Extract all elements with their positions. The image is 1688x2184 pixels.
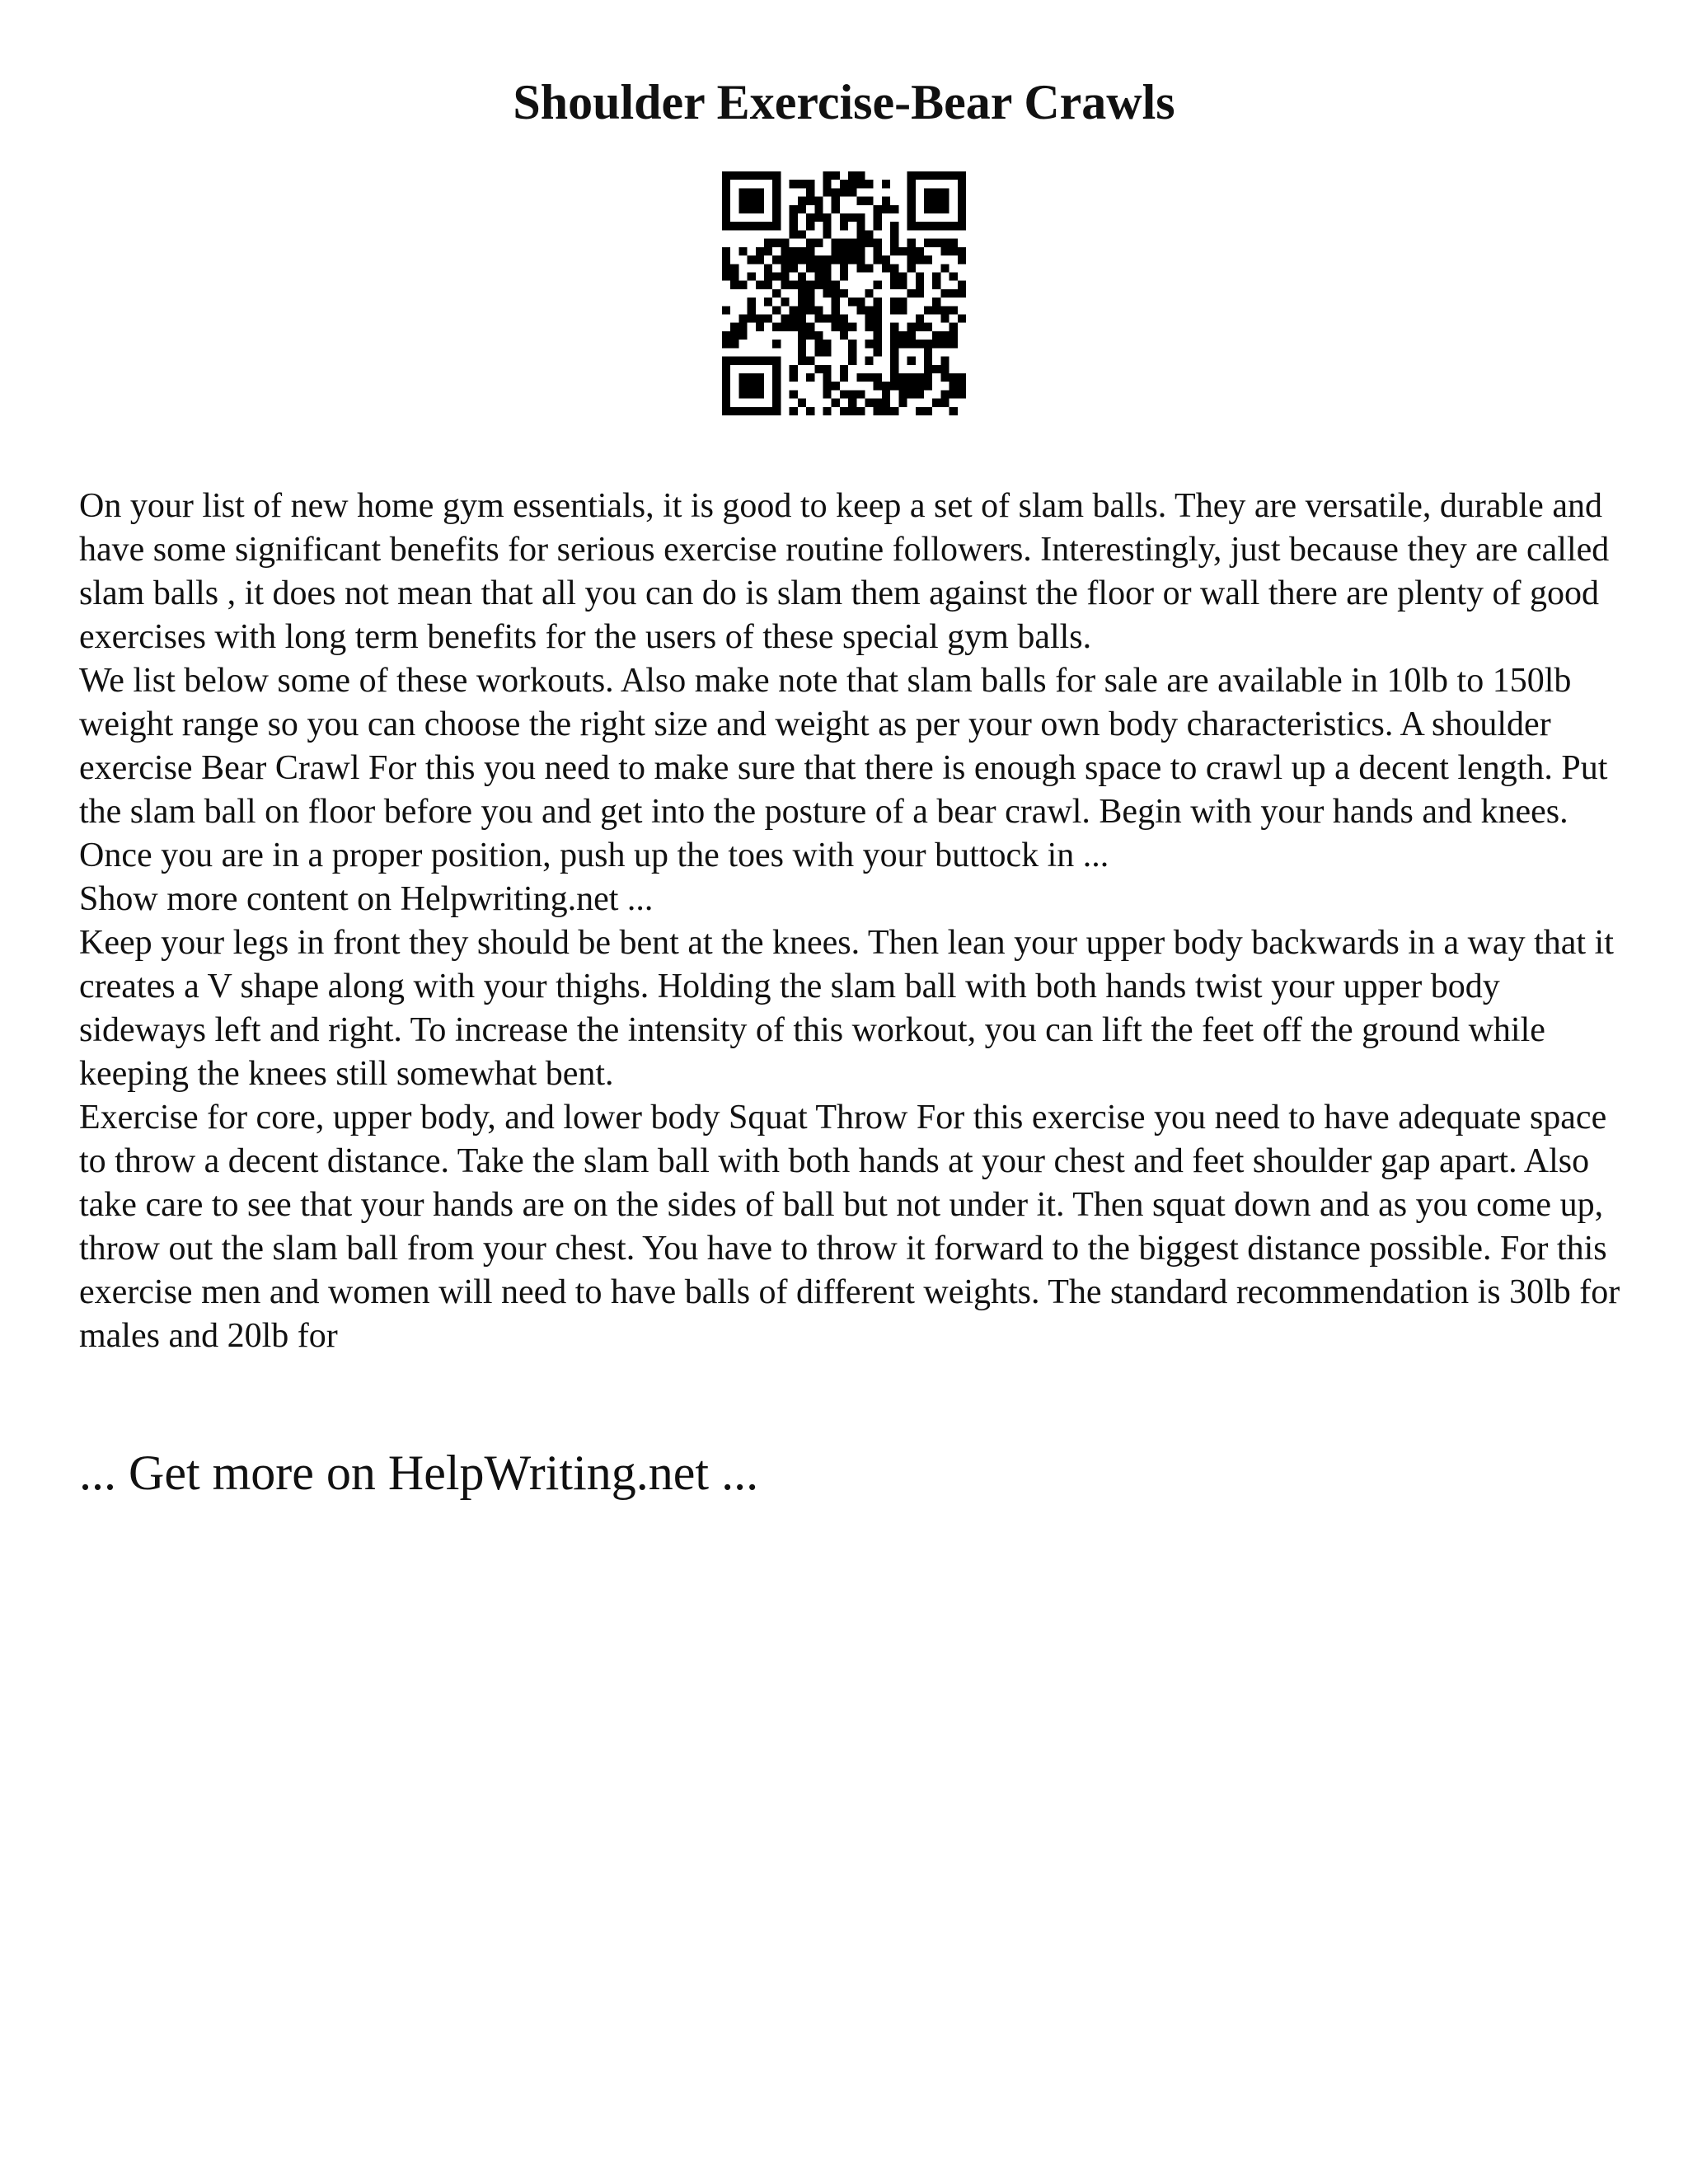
- paragraph-intro: On your list of new home gym essentials, it is good to keep a set of slam balls. They are versatile, durable and have some significant benefits for serious exercise routine followers. Interestingly, just because they are called slam balls , it does not mean that all you can do is slam them against the floor or wall there are plenty of good exercises with long term benefits for the users of these special gym balls.: [79, 487, 1610, 656]
- paragraph-squat-throw: Exercise for core, upper body, and lower body Squat Throw For this exercise you need to have adequate space to throw a decent distance. Take the slam ball with both hands at your chest and feet shoulder gap apart. Also take care to see that your hands are on the sides of ball but not under it. Then squat down and as you come up, throw out the slam ball from your chest. You have to throw it forward to the biggest distance possible. For this exercise men and women will need to have balls of different weights. The standard recommendation is 30lb for males and 20lb for: [79, 1099, 1620, 1355]
- paragraph-workouts: We list below some of these workouts. Also make note that slam balls for sale are available in 10lb to 150lb weight range so you can choose the right size and weight as per your own body characteristics. A shoulder exercise Bear Crawl For this you need to make sure that there is enough space to crawl up a decent length. Put the slam ball on floor before you and get into the posture of a bear crawl. Begin with your hands and knees. Once you are in a proper position, push up the toes with your buttock in ...: [79, 662, 1608, 874]
- qr-code-icon: [722, 171, 966, 415]
- qr-code-graphic: [722, 171, 966, 415]
- page-title: Shoulder Exercise-Bear Crawls: [513, 75, 1175, 130]
- get-more-link[interactable]: ... Get more on HelpWriting.net ...: [79, 1446, 759, 1500]
- show-more-link[interactable]: Show more content on Helpwriting.net ...: [79, 880, 654, 918]
- article-body: [79, 485, 1629, 1358]
- paragraph-v-twist: Keep your legs in front they should be bent at the knees. Then lean your upper body backwards in a way that it creates a V shape along with your thighs. Holding the slam ball with both hands twist your upper body sideways left and right. To increase the intensity of this workout, you can lift the feet off the ground while keeping the knees still somewhat bent.: [79, 924, 1614, 1093]
